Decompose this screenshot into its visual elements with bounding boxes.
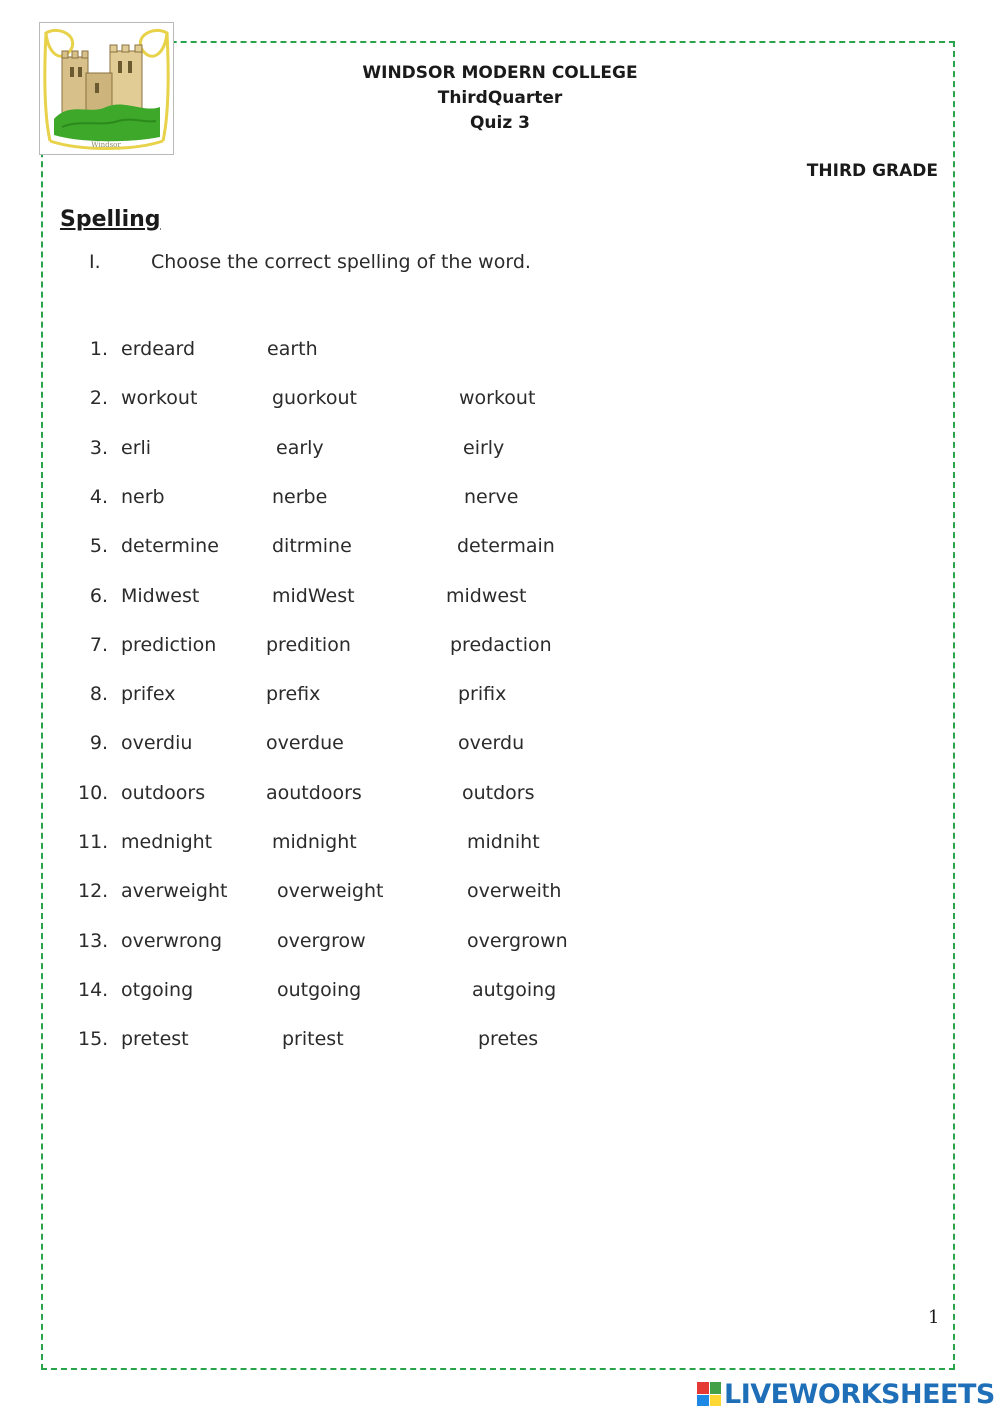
question-row <box>0 535 1000 563</box>
question-row <box>0 831 1000 859</box>
answer-option[interactable]: workout <box>459 387 536 410</box>
castle-logo-icon <box>40 23 173 154</box>
page-number: 1 <box>928 1307 940 1328</box>
answer-option[interactable]: aoutdoors <box>266 781 362 804</box>
question-row <box>0 1028 1000 1056</box>
watermark-text: LIVEWORKSHEETS <box>724 1378 995 1410</box>
answer-option[interactable]: overdue <box>266 732 344 755</box>
answer-option[interactable]: overweight <box>277 880 384 903</box>
question-number: 13. <box>78 929 109 952</box>
watermark <box>697 1379 995 1409</box>
question-number: 12. <box>78 880 109 903</box>
question-row <box>0 486 1000 514</box>
question-row <box>0 782 1000 810</box>
logo-caption: Windsor <box>91 141 121 149</box>
question-number: 2. <box>89 387 108 410</box>
section-title: Spelling <box>60 207 161 232</box>
answer-option[interactable]: overgrow <box>277 929 366 952</box>
answer-option[interactable]: predition <box>266 633 351 656</box>
answer-option[interactable]: overgrown <box>467 929 568 952</box>
question-number: 11. <box>78 831 109 853</box>
liveworksheets-logo-icon <box>697 1382 721 1406</box>
answer-option[interactable]: erdeard <box>121 338 196 360</box>
question-number: 6. <box>89 584 108 607</box>
question-number: 15. <box>78 1028 109 1051</box>
question-row <box>0 979 1000 1007</box>
answer-option[interactable]: nerb <box>121 485 165 508</box>
answer-option[interactable]: otgoing <box>121 978 194 1001</box>
question-number: 14. <box>78 978 109 1001</box>
grade-label: THIRD GRADE <box>806 161 938 181</box>
question-number: 9. <box>89 732 108 755</box>
answer-option[interactable]: prediction <box>121 633 217 656</box>
answer-option[interactable]: prifex <box>121 683 176 706</box>
answer-option[interactable]: averweight <box>121 880 228 903</box>
question-row <box>0 338 1000 366</box>
answer-option[interactable]: determain <box>457 535 555 558</box>
answer-option[interactable]: erli <box>121 436 152 459</box>
answer-option[interactable]: guorkout <box>272 387 357 410</box>
answer-option[interactable]: workout <box>121 387 198 410</box>
school-logo <box>39 22 174 155</box>
question-row <box>0 634 1000 662</box>
answer-option[interactable]: determine <box>121 535 219 558</box>
question-row <box>0 880 1000 908</box>
answer-option[interactable]: prifix <box>458 683 507 706</box>
instruction <box>89 251 531 273</box>
question-row <box>0 437 1000 465</box>
question-number: 3. <box>89 436 108 459</box>
question-number: 8. <box>89 683 108 706</box>
answer-option[interactable]: midniht <box>467 831 540 853</box>
answer-option[interactable]: midwest <box>446 584 527 607</box>
quiz-label: Quiz 3 <box>469 113 531 133</box>
header-block <box>300 61 700 136</box>
answer-option[interactable]: midWest <box>272 584 355 607</box>
answer-option[interactable]: overdiu <box>121 732 193 755</box>
answer-option[interactable]: overwrong <box>121 929 223 952</box>
question-row <box>0 732 1000 760</box>
question-number: 5. <box>89 535 108 558</box>
instruction-text: Choose the correct spelling of the word. <box>151 251 531 273</box>
question-number: 1. <box>89 338 108 360</box>
answer-option[interactable]: outgoing <box>277 978 362 1001</box>
answer-option[interactable]: nerve <box>464 485 519 508</box>
answer-option[interactable]: outdors <box>462 781 535 804</box>
answer-option[interactable]: autgoing <box>472 978 557 1001</box>
question-row <box>0 387 1000 415</box>
question-number: 7. <box>89 633 108 656</box>
question-row <box>0 930 1000 958</box>
answer-option[interactable]: outdoors <box>121 781 206 804</box>
answer-option[interactable]: eirly <box>463 436 505 459</box>
answer-option[interactable]: mednight <box>121 831 213 853</box>
answer-option[interactable]: overdu <box>458 732 525 755</box>
quarter-label: ThirdQuarter <box>437 88 563 108</box>
instruction-numeral: I. <box>89 251 101 273</box>
question-row <box>0 585 1000 613</box>
school-name: WINDSOR MODERN COLLEGE <box>362 63 638 83</box>
question-number: 4. <box>89 485 108 508</box>
answer-option[interactable]: early <box>276 436 324 459</box>
answer-option[interactable]: overweith <box>467 880 562 903</box>
answer-option[interactable]: prefix <box>266 683 321 706</box>
answer-option[interactable]: pritest <box>282 1028 344 1051</box>
answer-option[interactable]: ditrmine <box>272 535 352 558</box>
answer-option[interactable]: Midwest <box>121 584 200 607</box>
answer-option[interactable]: pretes <box>478 1028 539 1051</box>
answer-option[interactable]: nerbe <box>272 485 328 508</box>
question-number: 10. <box>78 781 109 804</box>
answer-option[interactable]: midnight <box>272 831 357 853</box>
question-row <box>0 683 1000 711</box>
answer-option[interactable]: predaction <box>450 633 552 656</box>
answer-option[interactable]: pretest <box>121 1028 189 1051</box>
answer-option[interactable]: earth <box>267 338 318 360</box>
